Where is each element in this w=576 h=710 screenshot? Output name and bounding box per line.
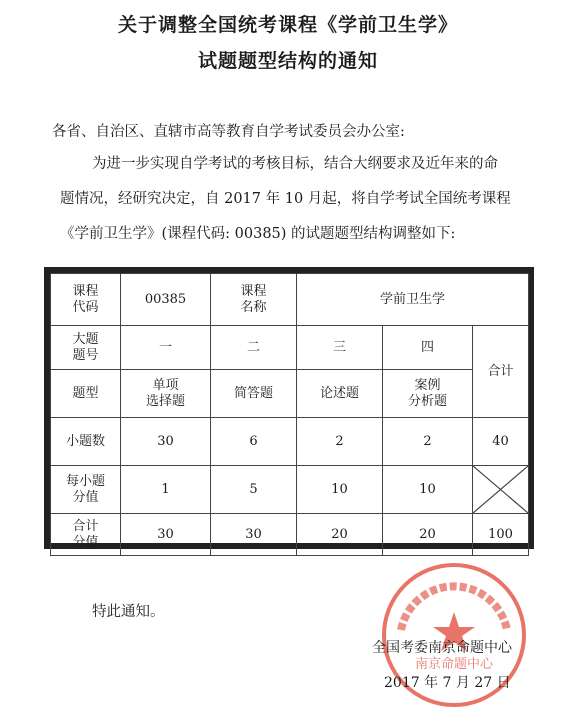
table-row [51,466,529,514]
sum-cell: 30 [211,514,297,556]
count-cell: 30 [121,418,211,466]
seal-text: 南京命题中心 [414,657,494,672]
notice-title-line1: 关于调整全国统考课程《学前卫生学》 [117,14,458,36]
type-cell: 简答题 [211,370,297,418]
count-label: 小题数 [51,418,121,466]
section-cell: 二 [211,326,297,370]
count-cell: 6 [211,418,297,466]
body-line-3: 《学前卫生学》(课程代码: 00385) 的试题题型结构调整如下: [60,226,456,242]
sum-label: 合计 分值 [51,514,121,556]
salutation: 各省、自治区、直辖市高等教育自学考试委员会办公室: [52,124,405,140]
total-header: 合计 [473,326,529,418]
section-cell: 三 [297,326,383,370]
type-label: 题型 [51,370,121,418]
body-line-1: 为进一步实现自学考试的考核目标，结合大纲要求及近年来的命 [92,156,498,172]
question-structure-table [44,267,534,549]
per-question-cell: 10 [383,466,473,514]
section-label: 大题 题号 [51,326,121,370]
course-code-label: 课程 代码 [51,274,121,326]
closing-remark: 特此通知。 [92,604,165,620]
notice-title-line2: 试题题型结构的通知 [197,50,378,72]
sum-cell: 20 [297,514,383,556]
table-row [51,418,529,466]
course-name-value: 学前卫生学 [297,274,529,326]
table-row [51,274,529,326]
signature-date: 2017 年 7 月 27 日 [384,675,511,691]
count-cell: 2 [297,418,383,466]
per-question-cell: 5 [211,466,297,514]
crossed-out-cell [473,466,529,514]
type-cell: 案例 分析题 [383,370,473,418]
per-question-cell: 10 [297,466,383,514]
type-cell: 单项 选择题 [121,370,211,418]
type-cell: 论述题 [297,370,383,418]
count-cell: 2 [383,418,473,466]
sum-cell: 30 [121,514,211,556]
table-row [51,370,529,418]
course-name-label: 课程 名称 [211,274,297,326]
course-code-value: 00385 [121,274,211,326]
per-question-cell: 1 [121,466,211,514]
per-question-label: 每小题 分值 [51,466,121,514]
body-line-2: 题情况，经研究决定，自 2017 年 10 月起，将自学考试全国统考课程 [60,191,511,207]
table-row [51,326,529,370]
signer: 全国考委南京命题中心 [372,640,512,656]
table-row [51,514,529,556]
section-cell: 四 [383,326,473,370]
sum-cell: 20 [383,514,473,556]
section-cell: 一 [121,326,211,370]
sum-total: 100 [473,514,529,556]
count-total: 40 [473,418,529,466]
